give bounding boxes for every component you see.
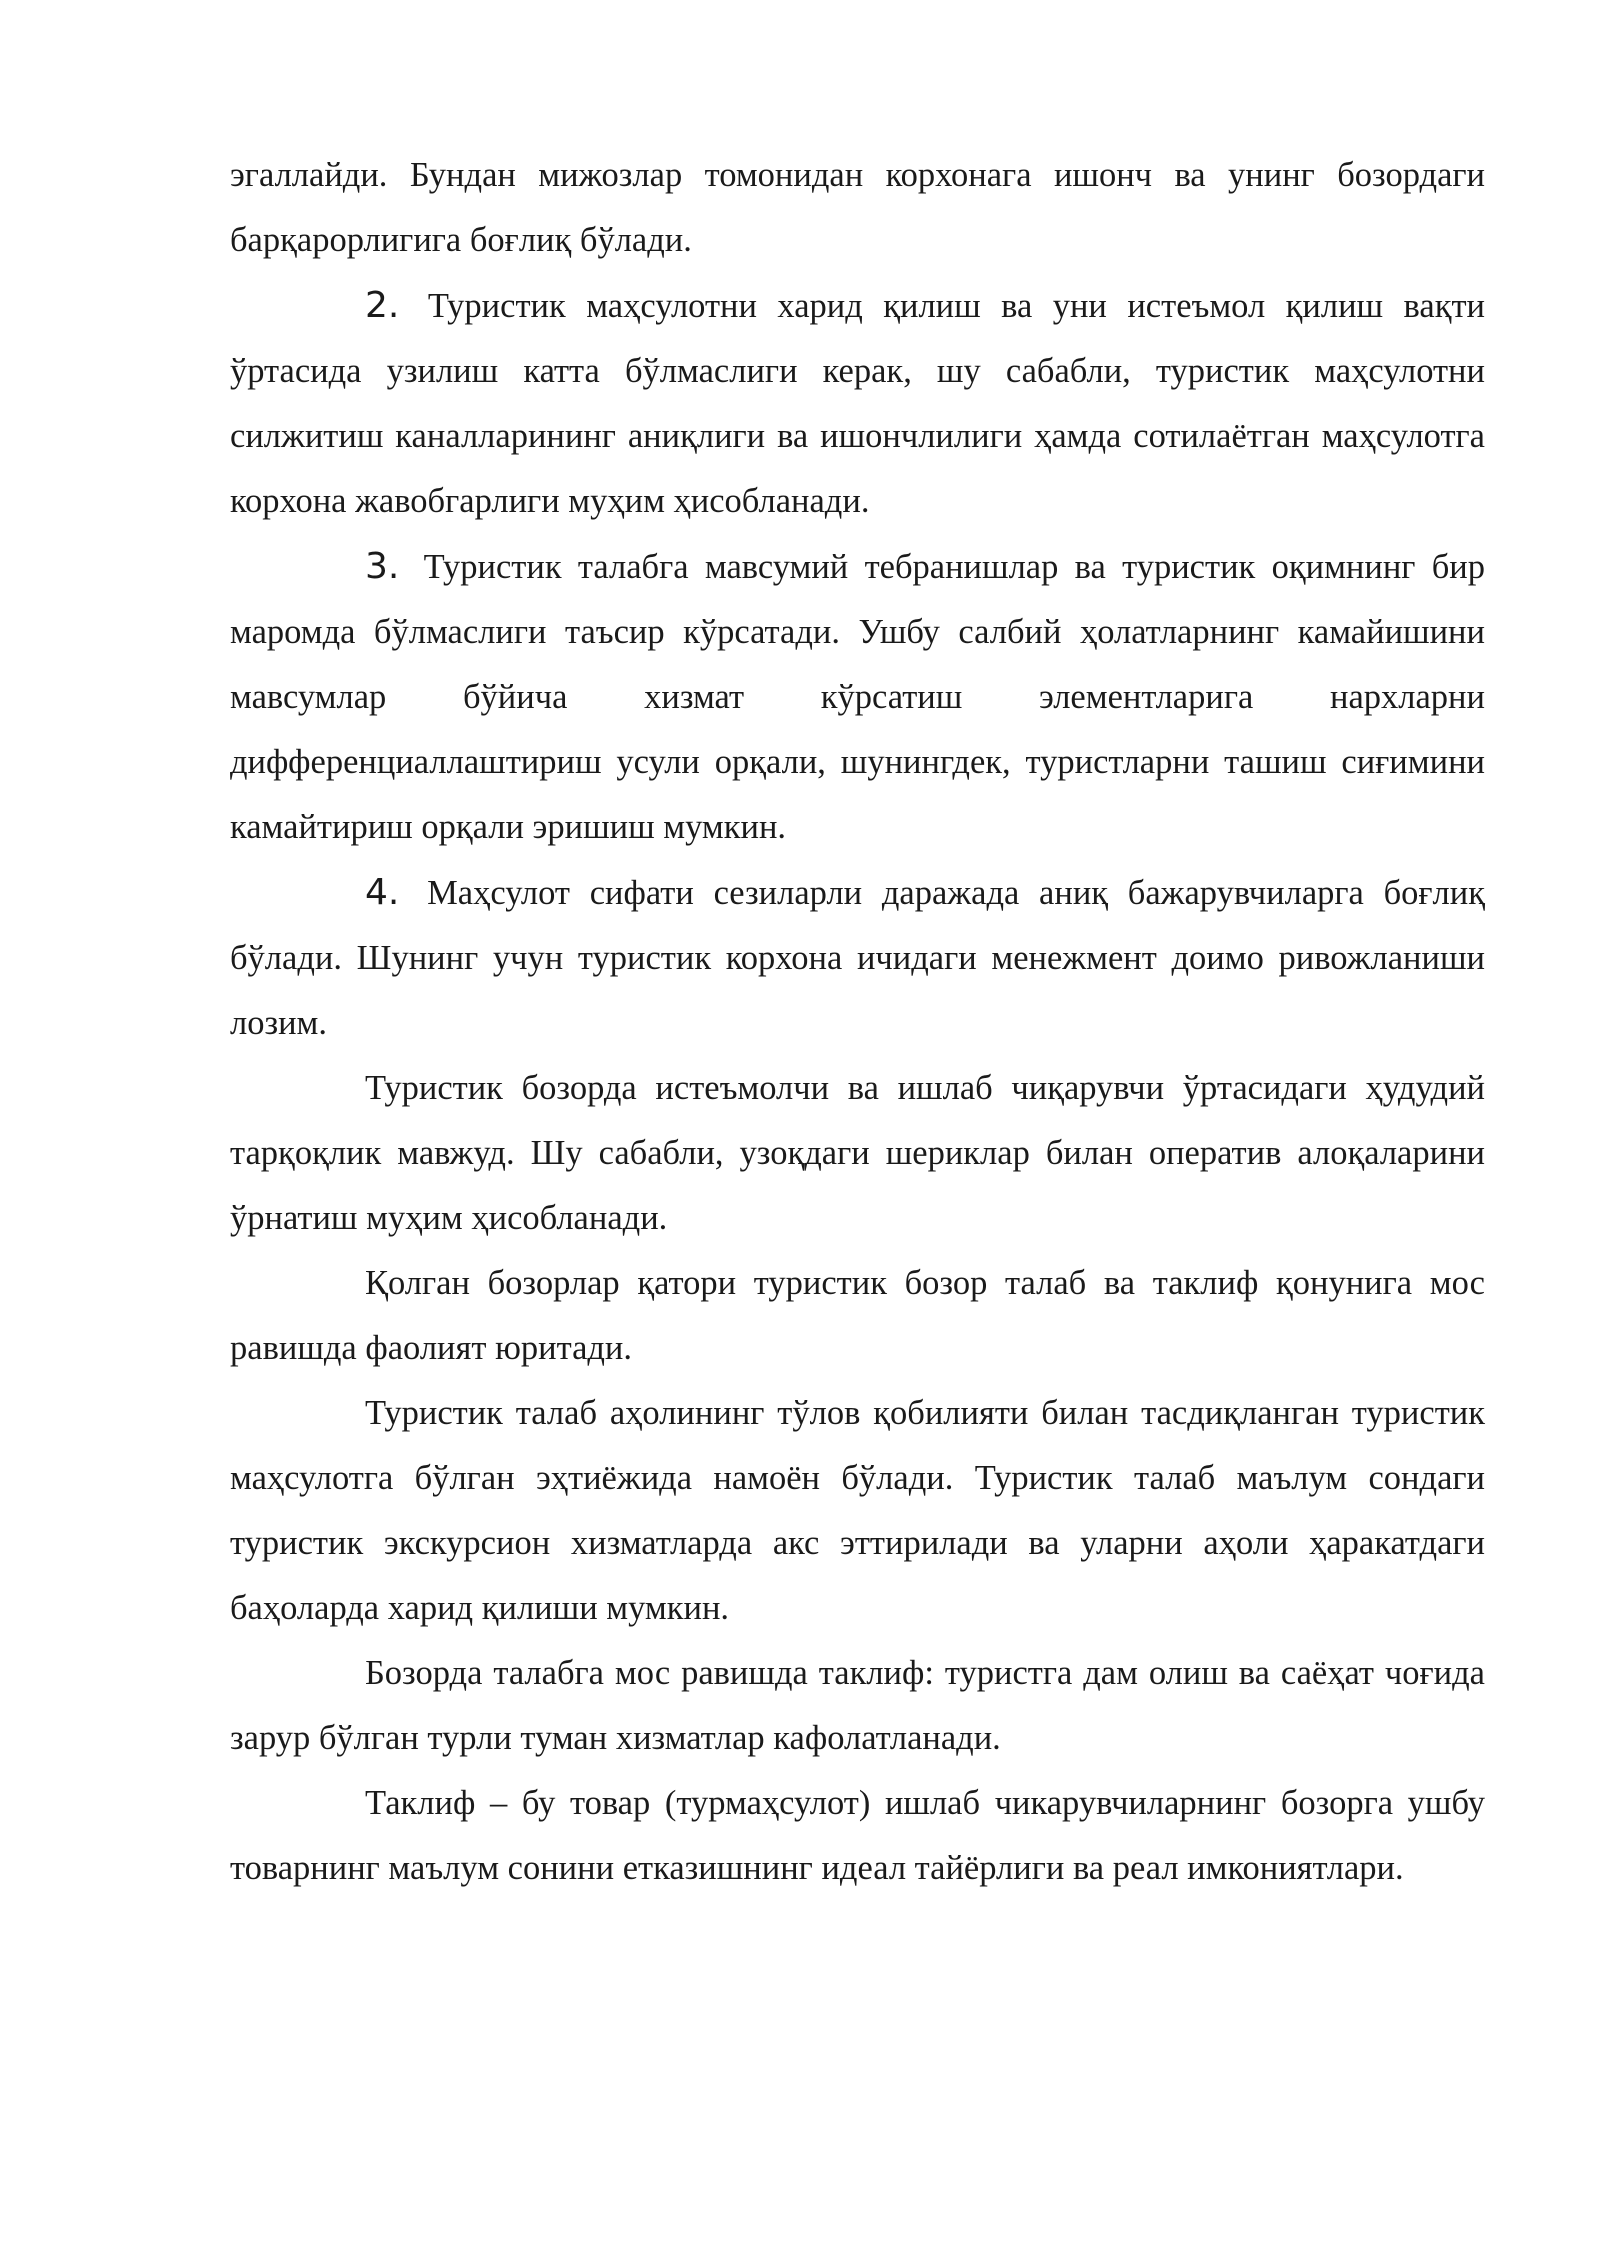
- paragraph-text: Маҳсулот сифати сезиларли даражада аниқ бажарувчиларга боғлиқ бўлади. Шунинг учун туристик корхона ичидаги менежмент доимо ривожланиши лозим.: [230, 874, 1485, 1042]
- list-item-4: [230, 860, 1485, 1056]
- paragraph-text: Қолган бозорлар қатори туристик бозор талаб ва таклиф қонунига мос равишда фаолият юритади.: [230, 1264, 1485, 1367]
- paragraph: [230, 1381, 1485, 1641]
- list-item-3: [230, 534, 1485, 860]
- paragraph: [230, 1771, 1485, 1901]
- paragraph: [230, 1056, 1485, 1251]
- paragraph-text: Туристик талаб аҳолининг тўлов қобилияти билан тасдиқланган туристик маҳсулотга бўлган эҳтиёжида намоён бўлади. Туристик талаб маълум сондаги туристик экскурсион хизматларда акс эттирилади ва уларни аҳоли ҳаракатдаги баҳоларда харид қилиши мумкин.: [230, 1394, 1485, 1627]
- paragraph: [230, 1641, 1485, 1771]
- paragraph: [230, 1251, 1485, 1381]
- list-number: 4.: [365, 872, 400, 913]
- paragraph-text: Бозорда талабга мос равишда таклиф: туристга дам олиш ва саёҳат чоғида зарур бўлган турли туман хизматлар кафолатланади.: [230, 1654, 1485, 1757]
- paragraph-text: Таклиф – бу товар (турмаҳсулот) ишлаб чикарувчиларнинг бозорга ушбу товарнинг маълум сонини етказишнинг идеал тайёрлиги ва реал имкониятлари.: [230, 1784, 1485, 1887]
- list-number: 3.: [365, 546, 400, 587]
- paragraph-text: Туристик талабга мавсумий тебранишлар ва туристик оқимнинг бир маромда бўлмаслиги таъсир кўрсатади. Ушбу салбий ҳолатларнинг камайишини мавсумлар бўйича хизмат кўрсатиш элементларига нархларни дифференциаллаштириш усули орқали, шунингдек, туристларни ташиш сиғимини камайтириш орқали эришиш мумкин.: [230, 548, 1486, 846]
- paragraph-text: эгаллайди. Бундан мижозлар томонидан корхонага ишонч ва унинг бозордаги барқарорлигига боғлиқ бўлади.: [230, 156, 1485, 259]
- document-body: [230, 143, 1485, 1901]
- paragraph-text: Туристик маҳсулотни харид қилиш ва уни истеъмол қилиш вақти ўртасида узилиш катта бўлмаслиги керак, шу сабабли, туристик маҳсулотни силжитиш каналларининг аниқлиги ва ишончлилиги ҳамда сотилаётган маҳсулотга корхона жавобгарлиги муҳим ҳисобланади.: [230, 287, 1485, 520]
- list-item-2: [230, 273, 1485, 534]
- paragraph-continuation: [230, 143, 1485, 273]
- paragraph-text: Туристик бозорда истеъмолчи ва ишлаб чиқарувчи ўртасидаги ҳудудий тарқоқлик мавжуд. Шу сабабли, узоқдаги шериклар билан оператив алоқаларини ўрнатиш муҳим ҳисобланади.: [230, 1069, 1485, 1237]
- list-number: 2.: [365, 285, 400, 326]
